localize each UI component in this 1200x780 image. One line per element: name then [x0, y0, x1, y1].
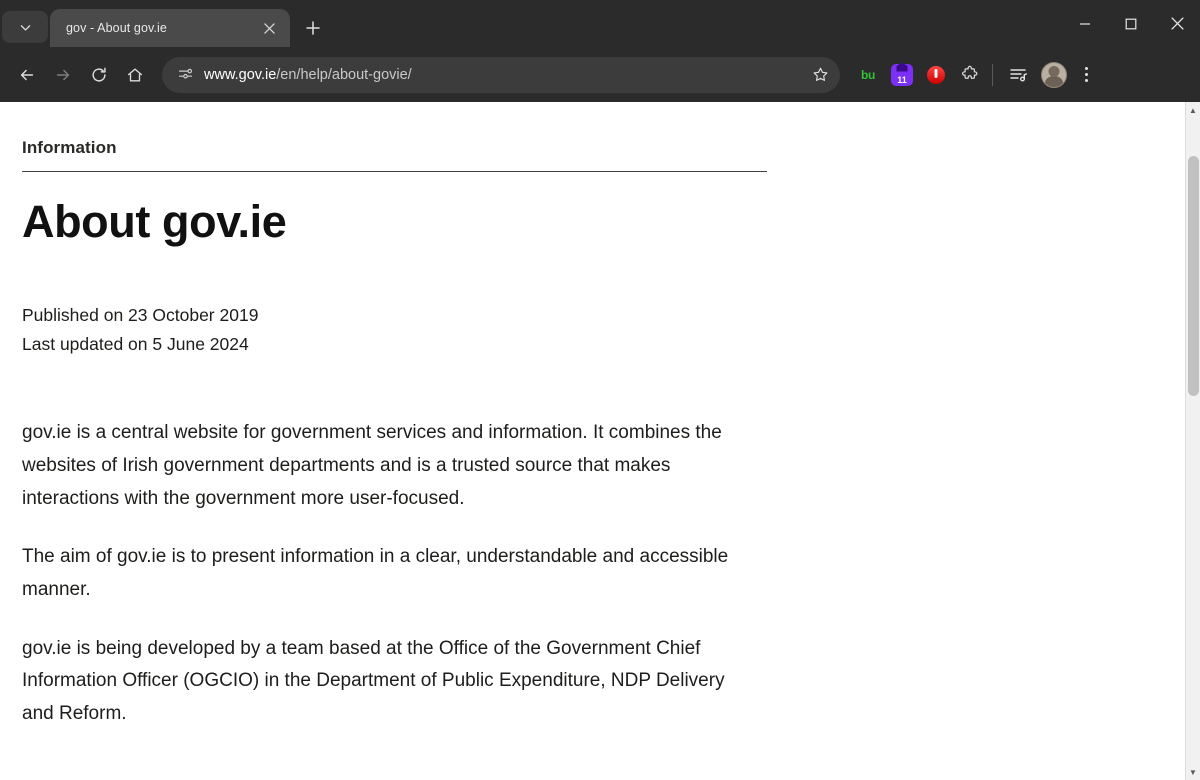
web-page	[0, 102, 1185, 780]
published-date: Published on 23 October 2019	[22, 305, 259, 326]
paragraph: The aim of gov.ie is to present information in a clear, understandable and accessible manner.	[22, 546, 729, 601]
record-glyph	[927, 66, 945, 84]
home-button[interactable]	[118, 58, 152, 92]
recorder-extension-icon[interactable]	[922, 61, 950, 89]
minimize-button[interactable]	[1062, 5, 1108, 43]
site-info-icon[interactable]	[174, 64, 196, 86]
profile-button[interactable]	[1037, 58, 1071, 92]
window-controls	[1062, 0, 1200, 47]
new-tab-button[interactable]	[298, 13, 328, 43]
reading-list-icon	[1008, 65, 1028, 85]
scrollbar-thumb[interactable]	[1188, 156, 1199, 396]
shield-badge-count: 11	[891, 64, 913, 86]
chevron-down-icon	[19, 21, 32, 34]
tab-search-button[interactable]	[2, 11, 48, 43]
article-kicker: Information	[22, 138, 767, 172]
url-path: /en/help/about-govie/	[276, 66, 412, 83]
forward-arrow-icon	[54, 66, 72, 84]
avatar	[1041, 62, 1067, 88]
plus-icon	[306, 21, 320, 35]
toolbar-divider	[992, 64, 993, 86]
updated-date: Last updated on 5 June 2024	[22, 334, 249, 355]
maximize-icon	[1125, 18, 1137, 30]
article-meta	[22, 301, 767, 359]
reload-icon	[90, 66, 108, 84]
tab-title: gov - About gov.ie	[66, 21, 167, 35]
minimize-icon	[1079, 18, 1091, 30]
home-icon	[126, 66, 144, 84]
reading-list-button[interactable]	[1001, 58, 1035, 92]
scrollbar-track[interactable]	[1186, 118, 1200, 764]
scroll-up-button[interactable]: ▲	[1186, 102, 1200, 118]
url-host: www.gov.ie	[204, 66, 277, 83]
paragraph: gov.ie is being developed by a team based at the Office of the Government Chief Information Officer (OGCIO) in the Department of Public Expenditure, NDP Delivery and Reform.	[22, 637, 725, 725]
close-glyph	[264, 23, 275, 34]
shield-extension-icon[interactable]	[888, 61, 916, 89]
maximize-button[interactable]	[1108, 5, 1154, 43]
reload-button[interactable]	[82, 58, 116, 92]
tune-glyph	[177, 66, 194, 83]
tab-strip	[0, 0, 1200, 47]
address-bar[interactable]	[162, 57, 840, 93]
article	[22, 102, 767, 731]
browser-tab[interactable]	[50, 9, 290, 47]
paragraph: gov.ie is a central website for government services and information. It combines the websites of Irish government departments and is a trusted source that makes interactions with the government more user-focused.	[22, 422, 722, 509]
browser-toolbar	[0, 47, 1200, 102]
url-text	[204, 67, 806, 83]
star-icon[interactable]	[806, 61, 834, 89]
window-close-button[interactable]	[1154, 5, 1200, 43]
extensions-puzzle-icon[interactable]	[956, 61, 984, 89]
window-close-icon	[1171, 17, 1184, 30]
close-icon[interactable]	[258, 17, 280, 39]
page-title: About gov.ie	[22, 196, 287, 247]
kebab-menu-icon[interactable]	[1073, 60, 1099, 90]
back-button[interactable]	[10, 58, 44, 92]
page-scrollbar[interactable]	[1185, 102, 1200, 780]
back-arrow-icon	[18, 66, 36, 84]
bu-extension-icon[interactable]: bu	[860, 67, 876, 82]
forward-button[interactable]	[46, 58, 80, 92]
scroll-down-button[interactable]: ▼	[1186, 764, 1200, 780]
extension-icons	[854, 61, 984, 89]
article-body	[22, 417, 767, 730]
bookmark-star-glyph	[812, 66, 829, 83]
puzzle-glyph	[961, 65, 980, 84]
page-viewport	[0, 102, 1200, 780]
